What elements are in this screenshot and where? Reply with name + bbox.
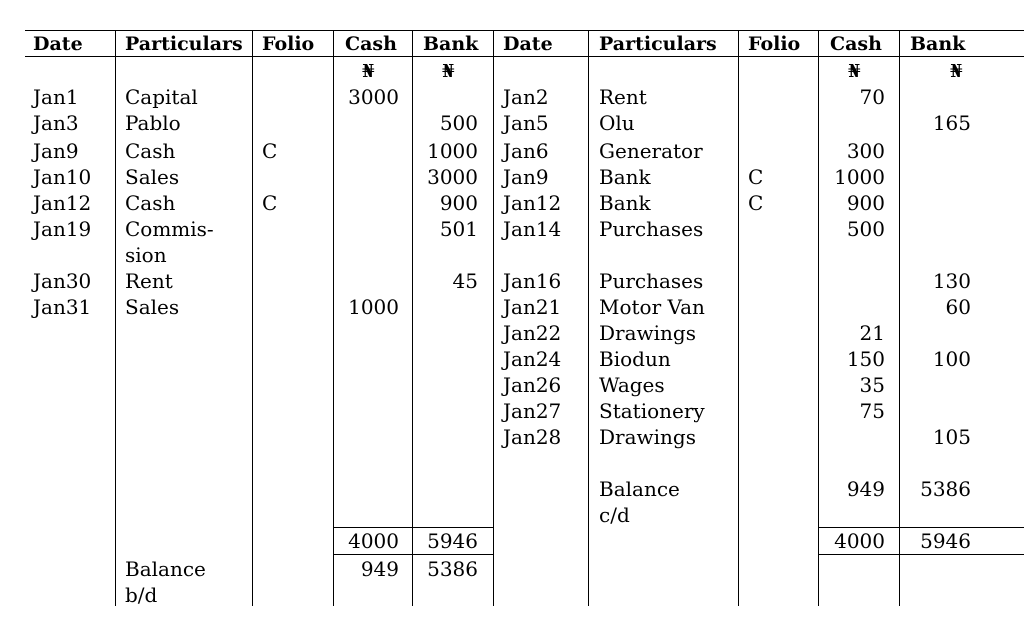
debit-bank: 900 [439,191,478,215]
debit-total-bottom-rule [333,554,493,555]
debit-date: Jan9 [33,139,79,163]
credit-cash: 1000 [834,165,885,189]
credit-particulars: Purchases [599,269,704,293]
balance-bd-label: b/d [125,583,158,607]
credit-date: Jan16 [503,269,562,293]
debit-bank: 501 [439,217,478,241]
debit-particulars: Pablo [125,111,181,135]
col-rule [115,30,116,606]
credit-cash: 500 [846,217,885,241]
credit-date: Jan12 [503,191,562,215]
header-date-debit: Date [33,33,83,55]
credit-date: Jan6 [503,139,549,163]
credit-particulars: Rent [599,85,647,109]
balance-cd-label: c/d [599,503,630,527]
credit-date: Jan27 [503,399,562,423]
credit-folio: C [748,191,764,215]
header-cash-credit: Cash [830,33,882,55]
credit-date: Jan5 [503,111,549,135]
debit-total-cash: 4000 [348,529,399,553]
debit-cash: 1000 [348,295,399,319]
credit-particulars: Bank [599,165,651,189]
debit-date: Jan1 [33,85,79,109]
credit-bank: 100 [932,347,971,371]
credit-cash: 75 [859,399,885,423]
credit-bank: 105 [932,425,971,449]
credit-date: Jan26 [503,373,562,397]
debit-date: Jan10 [33,165,92,189]
header-date-credit: Date [503,33,553,55]
debit-particulars: Commis- [125,217,214,241]
credit-particulars: Bank [599,191,651,215]
credit-particulars: Biodun [599,347,671,371]
credit-folio: C [748,165,764,189]
col-rule [252,30,253,606]
col-rule [588,30,589,606]
header-particulars-debit: Particulars [125,33,243,55]
header-rule [25,56,1024,57]
credit-cash: 35 [859,373,885,397]
debit-particulars: Rent [125,269,173,293]
credit-date: Jan22 [503,321,562,345]
credit-cash: 21 [859,321,885,345]
credit-particulars: Drawings [599,321,696,345]
credit-total-bottom-rule [818,554,1024,555]
debit-folio: C [262,139,278,163]
credit-date: Jan2 [503,85,549,109]
header-particulars-credit: Particulars [599,33,717,55]
credit-particulars: Motor Van [599,295,705,319]
credit-date: Jan24 [503,347,562,371]
top-rule [25,30,1024,31]
credit-date: Jan9 [503,165,549,189]
debit-particulars: Cash [125,139,176,163]
header-bank-debit: Bank [423,33,479,55]
credit-particulars: Generator [599,139,703,163]
currency-bank-debit: ₦ [442,61,455,82]
debit-total-bank: 5946 [427,529,478,553]
col-rule [738,30,739,606]
credit-cash: 70 [859,85,885,109]
credit-particulars: Purchases [599,217,704,241]
header-bank-credit: Bank [910,33,966,55]
header-cash-debit: Cash [345,33,397,55]
credit-date: Jan21 [503,295,562,319]
balance-cd-bank: 5386 [920,477,971,501]
balance-bd-cash: 949 [360,557,399,581]
debit-particulars: Cash [125,191,176,215]
balance-bd-bank: 5386 [427,557,478,581]
debit-particulars: Capital [125,85,198,109]
credit-total-bank: 5946 [920,529,971,553]
credit-date: Jan14 [503,217,562,241]
credit-particulars: Stationery [599,399,705,423]
debit-date: Jan12 [33,191,92,215]
debit-bank: 3000 [427,165,478,189]
credit-bank: 130 [932,269,971,293]
debit-particulars: Sales [125,165,180,189]
debit-particulars: Sales [125,295,180,319]
credit-particulars: Olu [599,111,635,135]
credit-bank: 60 [945,295,971,319]
currency-cash-debit: ₦ [362,61,375,82]
balance-bd-label: Balance [125,557,206,581]
debit-bank: 1000 [427,139,478,163]
col-rule [493,30,494,606]
header-folio-credit: Folio [748,33,801,55]
credit-bank: 165 [932,111,971,135]
balance-cd-label: Balance [599,477,680,501]
credit-total-cash: 4000 [834,529,885,553]
currency-cash-credit: ₦ [848,61,861,82]
header-folio-debit: Folio [262,33,315,55]
currency-bank-credit: ₦ [950,61,963,82]
credit-cash: 900 [846,191,885,215]
debit-date: Jan3 [33,111,79,135]
credit-particulars: Drawings [599,425,696,449]
credit-cash: 150 [846,347,885,371]
debit-date: Jan30 [33,269,92,293]
credit-date: Jan28 [503,425,562,449]
debit-particulars: sion [125,243,167,267]
debit-date: Jan19 [33,217,92,241]
col-rule [818,30,819,606]
debit-bank: 45 [452,269,478,293]
debit-date: Jan31 [33,295,92,319]
credit-particulars: Wages [599,373,665,397]
debit-cash: 3000 [348,85,399,109]
debit-bank: 500 [439,111,478,135]
credit-cash: 300 [846,139,885,163]
debit-folio: C [262,191,278,215]
balance-cd-cash: 949 [846,477,885,501]
